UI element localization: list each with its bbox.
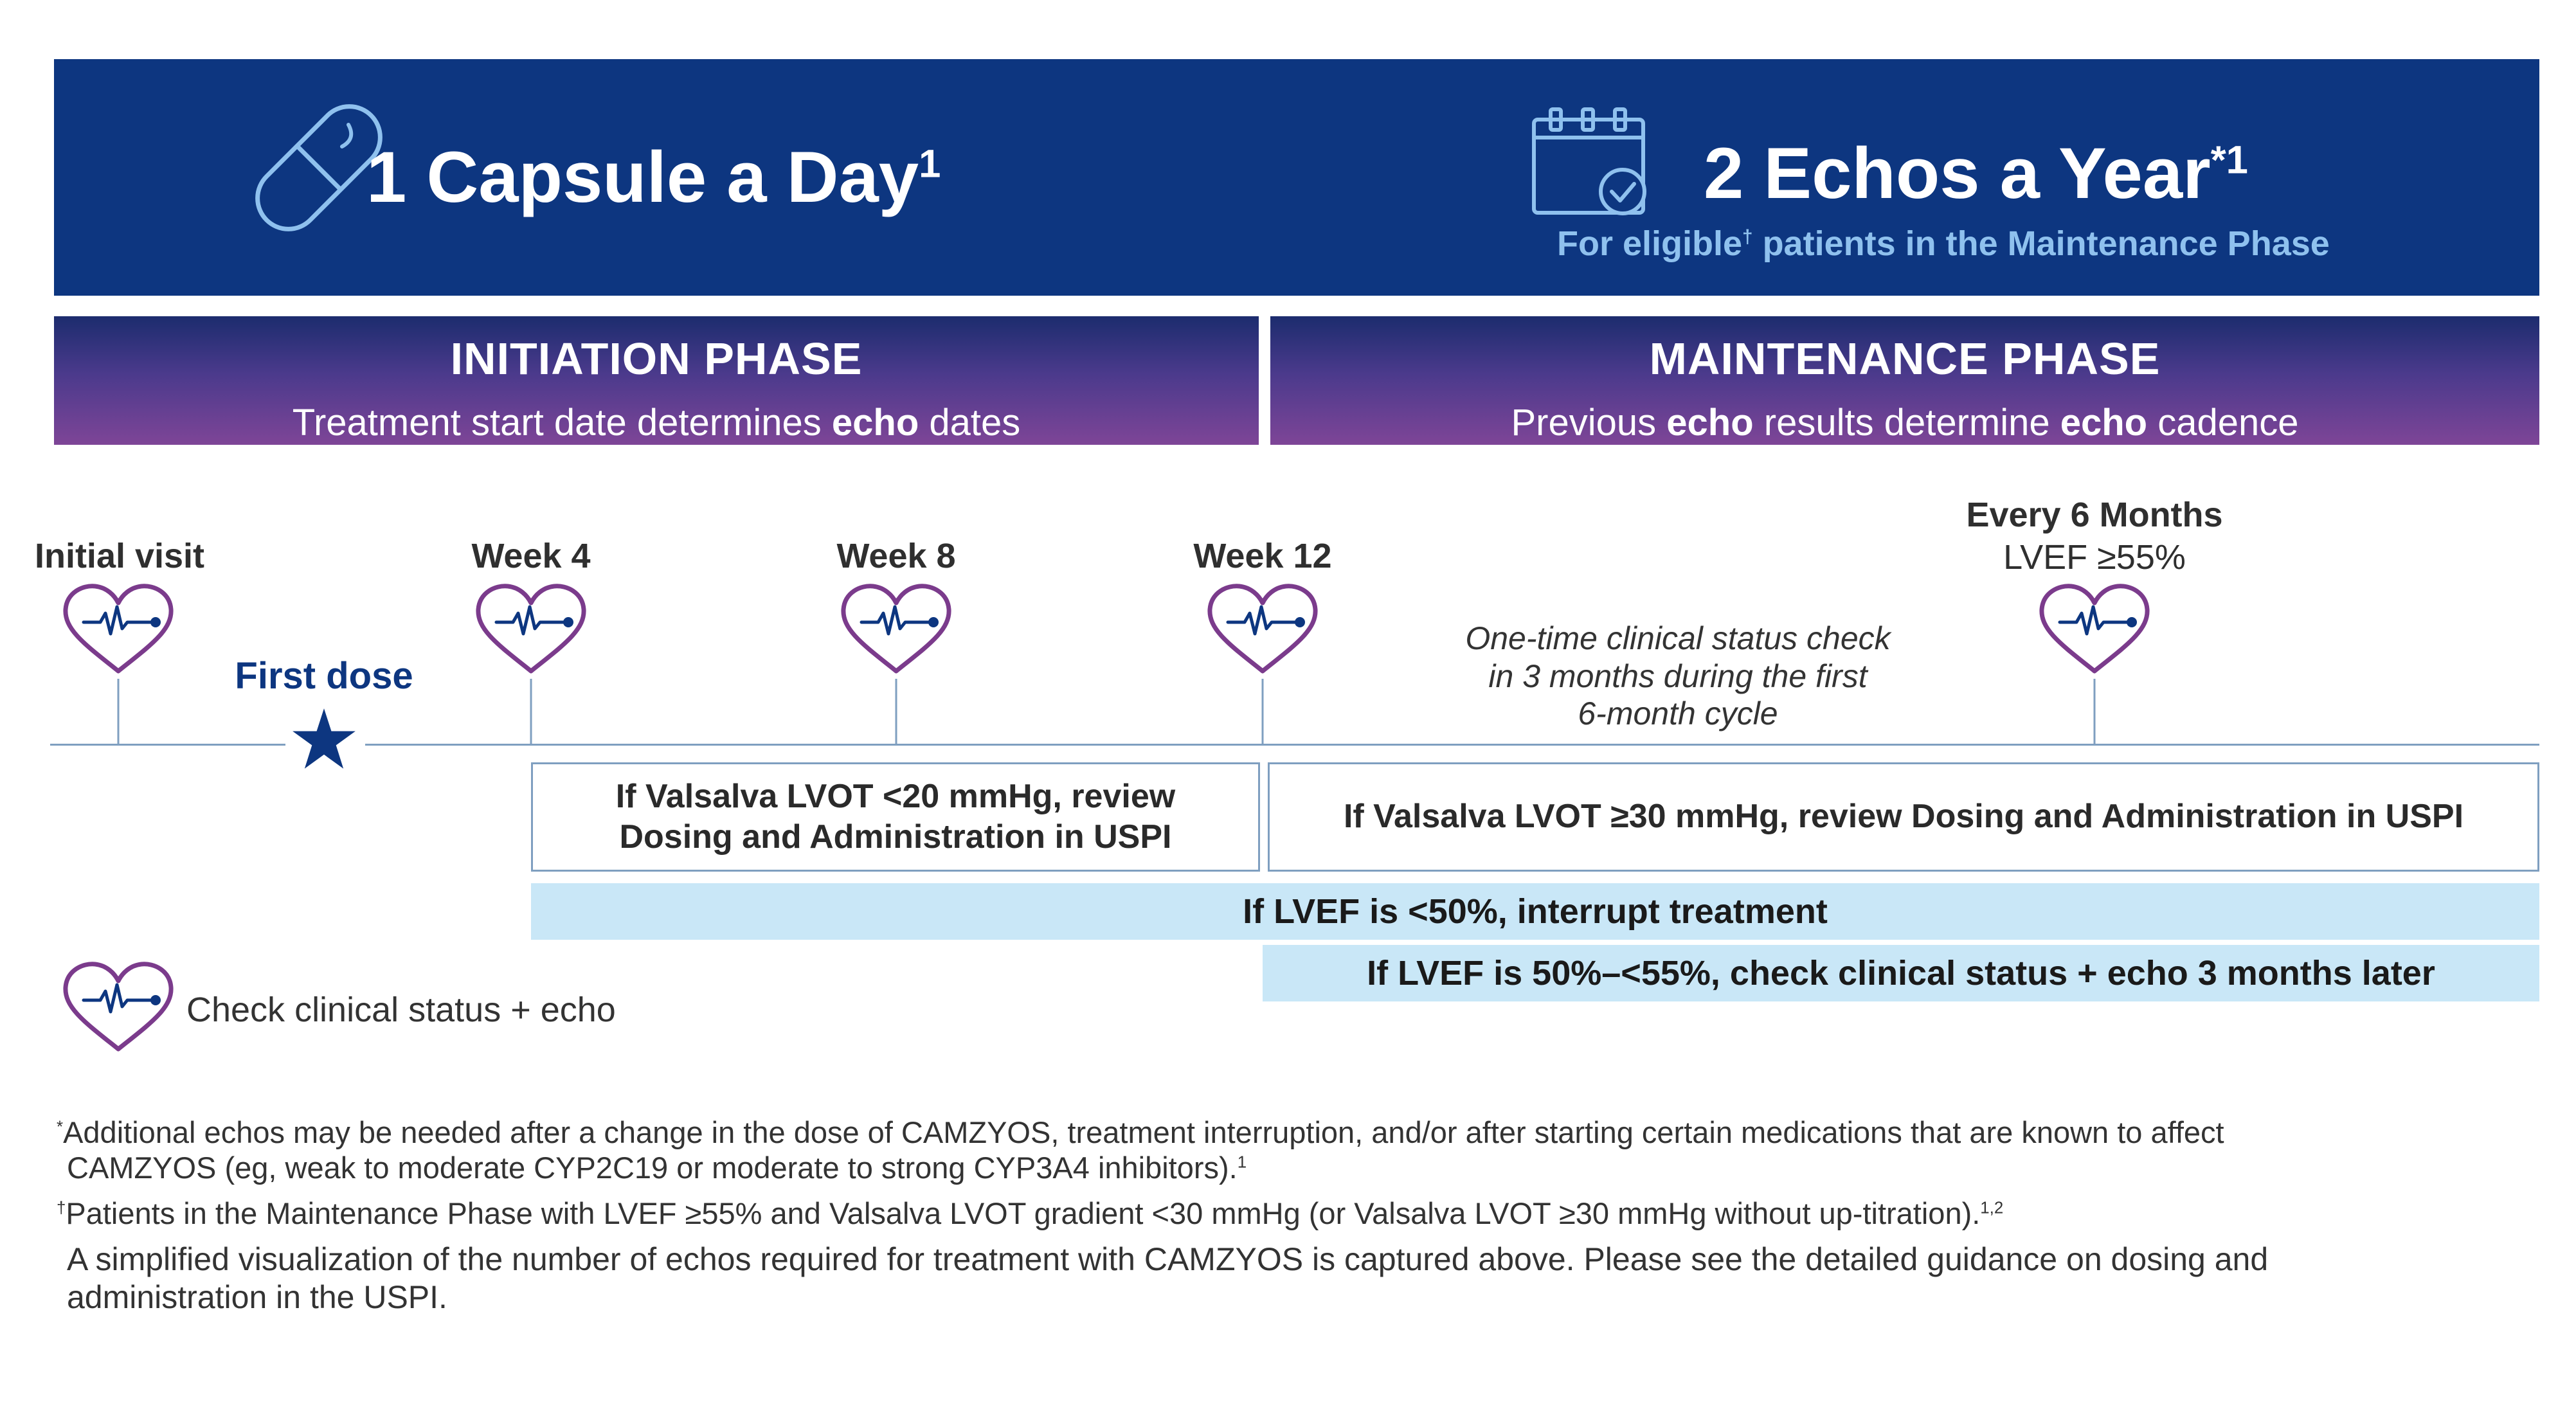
initiation-phase-title: INITIATION PHASE <box>450 334 863 384</box>
note-line-2: in 3 months during the first <box>1488 658 1868 694</box>
maintenance-lvot-box: If Valsalva LVOT ≥30 mmHg, review Dosing and Administration in USPI <box>1268 762 2539 872</box>
note-line-1: One-time clinical status check <box>1465 620 1891 656</box>
tick-week-4 <box>530 679 532 744</box>
heart-echo-icon <box>60 959 176 1055</box>
label-lvef-55: LVEF ≥55% <box>2003 538 2186 577</box>
footnote-asterisk: *Additional echos may be needed after a change in the dose of CAMZYOS, treatment interruption, and/or after starting certain medications that are known to affect CAMZYOS (eg, weak to moderate CYP2C19 or moderate to strong CYP3A4 inhibitors).$^1$ <box>57 1115 2224 1185</box>
tick-week-8 <box>896 679 897 744</box>
heart-echo-icon-wrap <box>2037 581 2152 681</box>
top-banner <box>54 59 2539 296</box>
heart-echo-icon-wrap <box>60 581 176 681</box>
calendar-check-icon <box>1526 100 1655 222</box>
label-first-dose: First dose <box>235 655 413 697</box>
label-week-4: Week 4 <box>471 537 591 575</box>
heart-echo-icon <box>1205 581 1320 678</box>
lvef-check-bar: If LVEF is 50%–<55%, check clinical status + echo 3 months later <box>1263 945 2539 1001</box>
heart-echo-icon <box>473 581 589 678</box>
dose-title: 1 Capsule a Day$^1$ <box>366 137 941 217</box>
label-week-12: Week 12 <box>1193 537 1332 575</box>
footnote-simplified <box>67 1241 2538 1316</box>
echo-subtitle: For eligible† patients in the Maintenance Phase <box>1557 224 2330 263</box>
tick-initial <box>118 679 120 744</box>
tick-week-12 <box>1262 679 1264 744</box>
one-time-check-note <box>1446 620 1909 733</box>
lvef-interrupt-bar: If LVEF is <50%, interrupt treatment <box>531 883 2539 940</box>
maintenance-phase-title: MAINTENANCE PHASE <box>1649 334 2161 384</box>
maintenance-phase-subtitle: Previous echo results determine echo cadence <box>1511 402 2299 444</box>
heart-echo-icon <box>2037 581 2152 678</box>
initiation-lvot-box <box>531 762 1260 872</box>
initiation-box-line-2: Dosing and Administration in USPI <box>619 818 1172 856</box>
footnote-simplified-line-2: administration in the USPI. <box>67 1279 447 1315</box>
legend-label: Check clinical status + echo <box>186 991 616 1029</box>
footnote-simplified-line-1: A simplified visualization of the number of echos required for treatment with CAMZYOS is captured above. Please see the detailed guidance on dosing and <box>67 1241 2269 1277</box>
timeline-axis <box>50 744 2539 746</box>
heart-echo-icon-wrap <box>1205 581 1320 681</box>
initiation-phase-subtitle: Treatment start date determines echo dates <box>292 402 1021 444</box>
echo-title: 2 Echos a Year$^{*1}$ <box>1704 133 2248 213</box>
maintenance-phase-header <box>1270 316 2539 445</box>
note-line-3: 6-month cycle <box>1578 696 1778 731</box>
initiation-phase-header <box>54 316 1259 445</box>
heart-echo-icon-wrap <box>60 959 176 1059</box>
footnote-dagger: †Patients in the Maintenance Phase with LVEF ≥55% and Valsalva LVOT gradient <30 mmHg (or Valsalva LVOT ≥30 mmHg without up-titration).$^{1,2}$ <box>57 1196 2004 1230</box>
label-week-8: Week 8 <box>836 537 956 575</box>
heart-echo-icon <box>838 581 954 678</box>
tick-6-months <box>2094 679 2096 744</box>
label-every-6-months: Every 6 Months <box>1966 496 2223 534</box>
initiation-box-line-1: If Valsalva LVOT <20 mmHg, review <box>615 777 1176 815</box>
heart-echo-icon <box>60 581 176 678</box>
star-icon <box>291 706 357 773</box>
label-initial-visit: Initial visit <box>34 537 205 575</box>
heart-echo-icon-wrap <box>838 581 954 681</box>
heart-echo-icon-wrap <box>473 581 589 681</box>
